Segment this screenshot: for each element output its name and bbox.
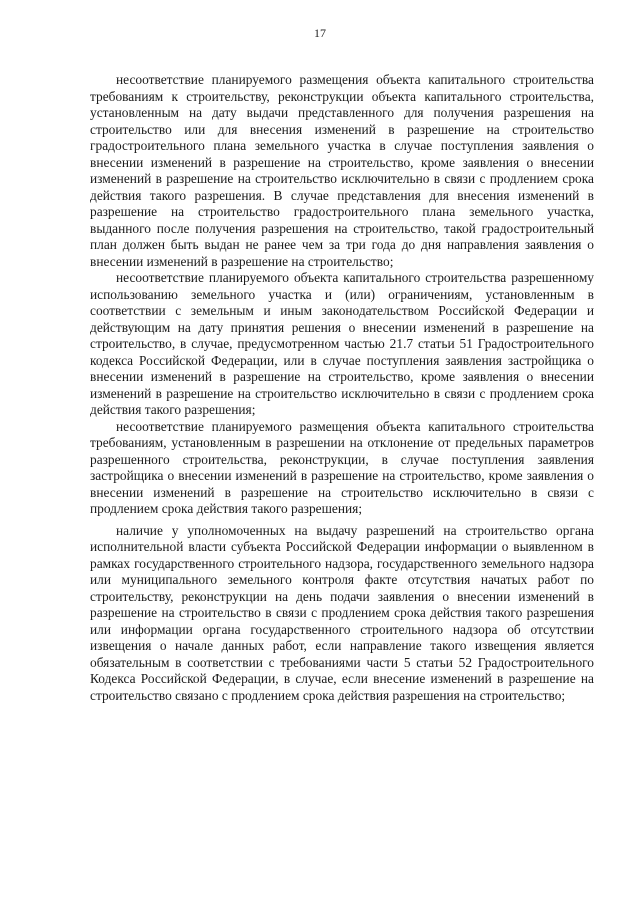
paragraph-2: несоответствие планируемого объекта капитального строительства разрешенному использованию земельного участка и (или) ограничениям, установленным в соответствии с земельным и иным законодательством Российской Федерации и действующим на дату принятия решения о внесении изменений в разрешение на строительство, в случае, предусмотренном частью 21.7 статьи 51 Градостроительного кодекса Российской Федерации, или в случае поступления заявления застройщика о внесении изменений в разрешение на строительство, кроме заявления о внесении изменений в разрешение на строительство исключительно в связи с продлением срока действия такого разрешения; xyxy=(90,270,594,417)
paragraph-1: несоответствие планируемого размещения объекта капитального строительства требованиям к строительству, реконструкции объекта капитального строительства, установленным на дату выдачи представленного для получения разрешения на строительство или для внесения изменений в разрешение на строительство градостроительного плана земельного участка в случае поступления заявления о внесении изменений в разрешение на строительство, кроме заявления о внесении изменений в разрешение на строительство исключительно в связи с продлением срока действия такого разрешения. В случае представления для внесения изменений в разрешение на строительство градостроительного плана земельного участка, выданного после получения разрешения на строительство, такой градостроительный план должен быть выдан не ранее чем за три года до дня направления заявления о внесении изменений в разрешение на строительство; xyxy=(90,72,594,269)
paragraph-3: несоответствие планируемого размещения объекта капитального строительства требованиям, установленным в разрешении на отклонение от предельных параметров разрешенного строительства, реконструкции, в случае поступления заявления застройщика о внесении изменений в разрешение на строительство, кроме заявления о внесении изменений в разрешение на строительство исключительно в связи с продлением срока действия такого разрешения; xyxy=(90,418,594,516)
paragraph-4: наличие у уполномоченных на выдачу разрешений на строительство органа исполнительной власти субъекта Российской Федерации информации о выявленном в рамках государственного строительного надзора, государственного земельного надзора или муниципального земельного контроля факте отсутствия начатых работ по строительству, реконструкции на день подачи заявления о внесении изменений в разрешение на строительство в связи с продлением срока действия такого разрешения или информации органа государственного строительного надзора об отсутствии извещения о начале данных работ, если направление такого извещения является обязательным в соответствии с требованиями части 5 статьи 52 Градостроительного Кодекса Российской Федерации, в случае, если внесение изменений в разрешение на строительство связано с продлением срока действия разрешения на строительство; xyxy=(90,522,594,703)
page-number: 17 xyxy=(314,26,326,40)
document-body xyxy=(90,72,594,704)
